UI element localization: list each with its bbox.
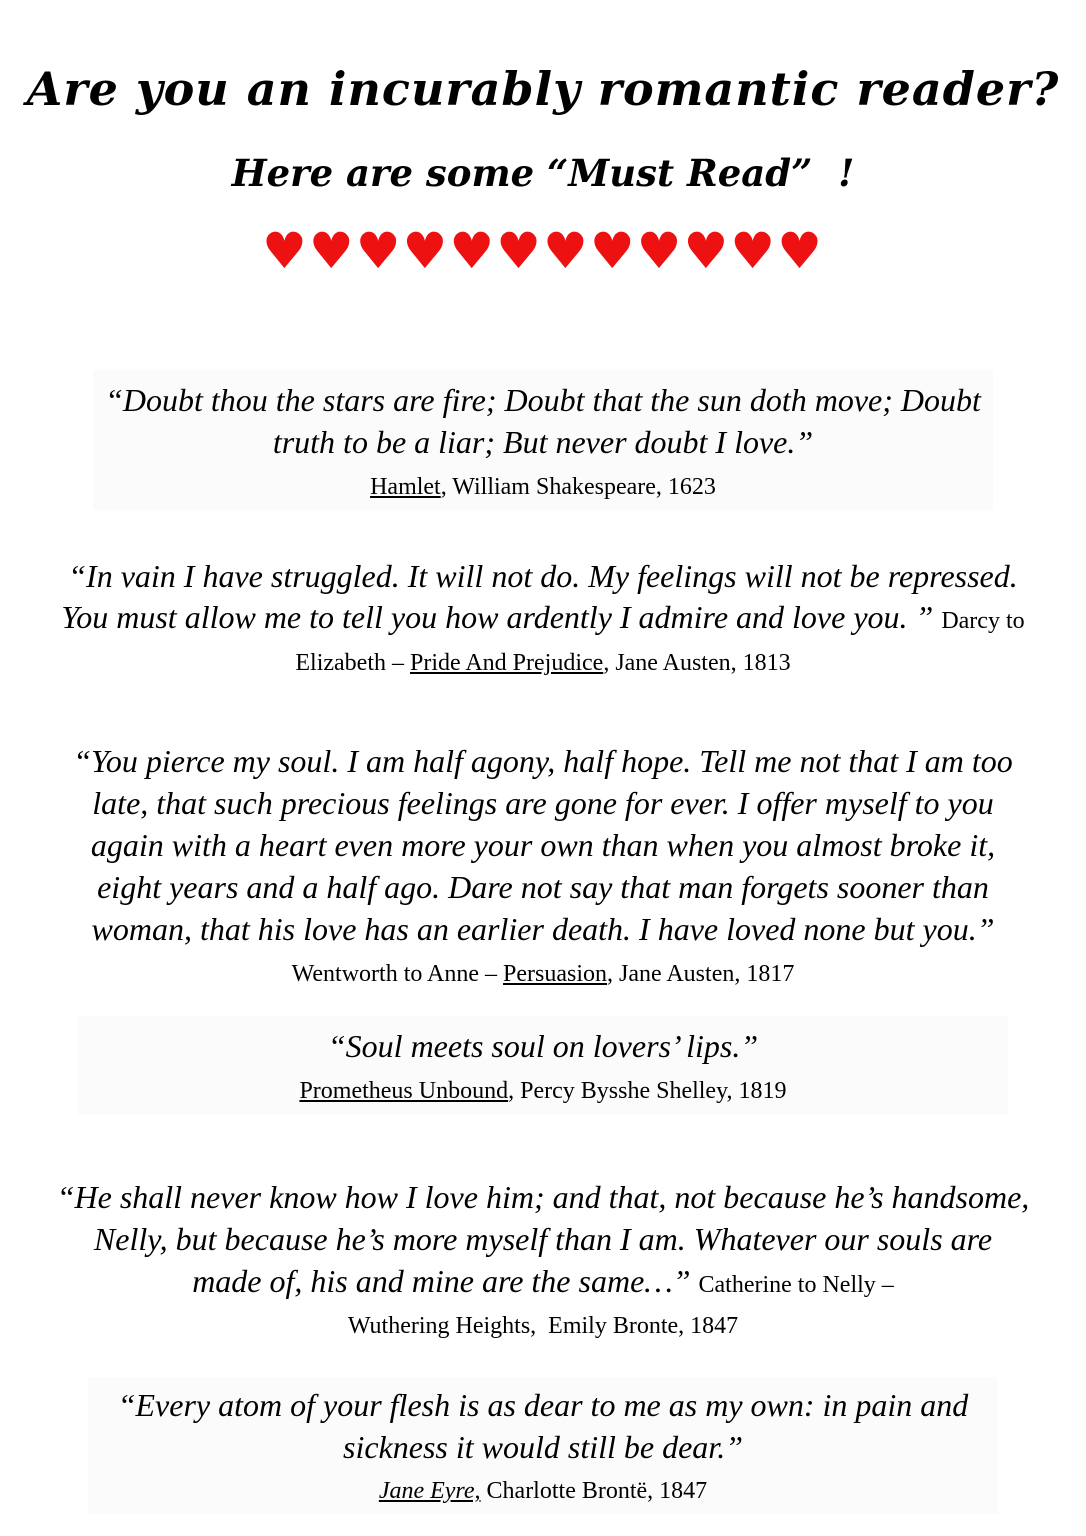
quote-block-jane-eyre	[88, 1377, 998, 1514]
quote-attribution: Wuthering Heights, Emily Bronte, 1847	[347, 1313, 739, 1340]
quote-attribution	[78, 1075, 1008, 1107]
book-title: Persuasion	[503, 960, 608, 987]
quote-block-pride-and-prejudice	[56, 556, 1031, 682]
quote-block-prometheus-unbound	[78, 1016, 1008, 1115]
attribution-pre: Wentworth to Anne –	[291, 960, 504, 987]
page-title: Are you an incurably romantic reader?	[26, 62, 1060, 116]
quote-text: “In vain I have struggled. It will not do. My feelings will not be repressed. You must allow me to tell you how ardently I admire and love you. ”	[61, 557, 1018, 636]
hearts-row-icon: ♥♥♥♥♥♥♥♥♥♥♥♥	[262, 222, 824, 281]
quote-attribution	[56, 958, 1031, 990]
attribution-rest: , Jane Austen, 1817	[607, 960, 795, 987]
attribution-rest: , William Shakespeare, 1623	[440, 474, 716, 501]
attribution-pre: Catherine to Nelly –	[698, 1272, 894, 1299]
book-title: Jane Eyre,	[378, 1478, 481, 1505]
quote-text: “You pierce my soul. I am half agony, half hope. Tell me not that I am too late, that such precious feelings are gone for ever. I offer myself to you again with a heart even more your own than when you almost broke it, eight years and a half ago. Dare not say that man forgets sooner than woman, that his love has an earlier death. I have loved none but you.”	[73, 743, 1013, 947]
quote-block-hamlet	[93, 370, 993, 509]
page-subtitle: Here are some “Must Read” !	[231, 151, 855, 196]
quote-block-wuthering-heights	[56, 1177, 1031, 1342]
book-title: Prometheus Unbound	[299, 1078, 509, 1105]
book-title: Hamlet	[370, 474, 441, 501]
book-title: Pride And Prejudice	[410, 650, 604, 677]
quote-text: “Soul meets soul on lovers’ lips.”	[327, 1028, 759, 1065]
quote-text-with-attribution	[56, 556, 1031, 682]
attribution-rest: , Jane Austen, 1813	[603, 650, 791, 677]
quote-text-with-attribution	[56, 1177, 1031, 1303]
attribution-pre: Darcy to Elizabeth –	[295, 608, 1025, 677]
quote-text: “Doubt thou the stars are fire; Doubt that the sun doth move; Doubt truth to be a liar; But never doubt I love.”	[105, 382, 981, 461]
quote-attribution	[88, 1475, 998, 1507]
quote-attribution	[93, 471, 993, 503]
quote-text: “He shall never know how I love him; and that, not because he’s handsome, Nelly, but because he’s more myself than I am. Whatever our souls are made of, his and mine are the same…”	[56, 1179, 1030, 1300]
quote-block-persuasion	[56, 741, 1031, 990]
attribution-rest: , Percy Bysshe Shelley, 1819	[508, 1078, 787, 1105]
quote-text: “Every atom of your flesh is as dear to me as my own: in pain and sickness it would still be dear.”	[117, 1386, 969, 1465]
attribution-rest: Charlotte Brontë, 1847	[480, 1478, 708, 1505]
